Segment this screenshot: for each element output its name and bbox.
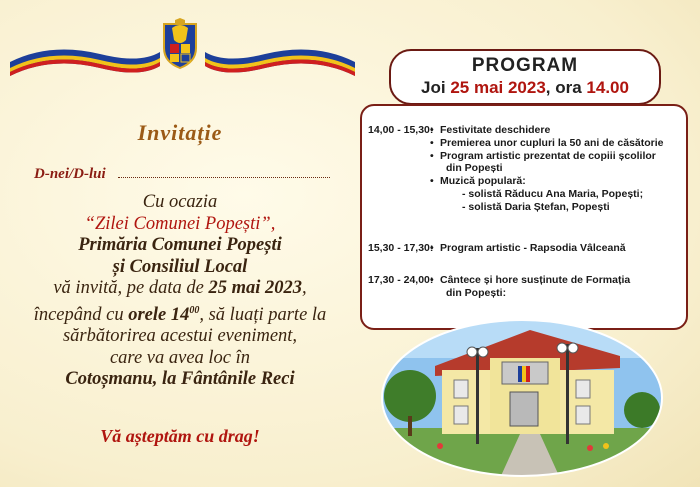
program-header (389, 49, 661, 105)
body-line-1: Cu ocazia (142, 192, 218, 212)
event-hour: orele 14 (128, 304, 190, 325)
schedule-item: • Premierea unor cupluri la 50 ani de căsătorie (430, 137, 678, 150)
invitation-title: Invitație (137, 120, 223, 145)
event-hour-minutes: 00 (189, 304, 200, 316)
body-line-7: sărbătorirea acestui eveniment, (62, 326, 298, 347)
schedule-box (360, 104, 688, 330)
body-line-8: care va avea loc în (109, 347, 251, 368)
program-date (391, 78, 659, 98)
schedule-item-continuation: din Popești: (446, 286, 507, 299)
recipient-name-line (118, 177, 330, 178)
schedule-time: 17,30 - 24,00: (368, 274, 434, 286)
body-line-6-part-1: începând cu (33, 304, 129, 325)
body-line-6 (0, 300, 360, 327)
schedule-items (430, 242, 678, 255)
invitation-body (0, 192, 360, 391)
schedule-item-continuation: din Popești (446, 162, 503, 175)
schedule-item: • Festivitate deschidere (430, 124, 678, 137)
event-date: 25 mai 2023 (208, 278, 303, 298)
schedule-subitem: - solistă Daria Ștefan, Popești (462, 200, 610, 213)
romania-coat-of-arms-icon (160, 18, 200, 70)
program-time-value: 14.00 (586, 78, 629, 97)
body-line-4: și Consiliul Local (112, 256, 248, 277)
body-line-5 (0, 278, 360, 300)
schedule-item: • Program artistic prezentat de copiii școlilor (430, 150, 678, 163)
event-location: Cotoșmanu, la Fântânile Reci (65, 369, 295, 390)
body-line-5-part-1: vă invită, pe data de (53, 278, 209, 298)
body-line-5-part-3: , (302, 278, 307, 298)
program-date-mid: , ora (545, 78, 587, 97)
body-line-3: Primăria Comunei Popești (78, 235, 282, 255)
body-line-2: “Zilei Comunei Popești”, (84, 213, 276, 234)
schedule-items (430, 124, 678, 214)
schedule-items (430, 274, 678, 300)
schedule-time: 14,00 - 15,30: (368, 124, 434, 136)
schedule-subitem: - solistă Răducu Ana Maria, Popești; (462, 187, 644, 200)
body-line-6-part-3: , să luați parte la (199, 304, 327, 325)
program-date-prefix: Joi (421, 78, 451, 97)
schedule-item: • Muzică populară: (430, 175, 678, 188)
closing-line: Vă așteptăm cu drag! (100, 426, 260, 446)
recipient-label: D-nei/D-lui (34, 166, 106, 182)
program-date-value: 25 mai 2023 (450, 78, 546, 97)
town-hall-photo (380, 318, 664, 478)
program-title: PROGRAM (471, 55, 579, 76)
schedule-time: 15,30 - 17,30: (368, 242, 434, 254)
schedule-item: • Program artistic - Rapsodia Vâlceană (430, 242, 678, 255)
schedule-item: • Cântece și hore susținute de Formația (430, 274, 678, 287)
